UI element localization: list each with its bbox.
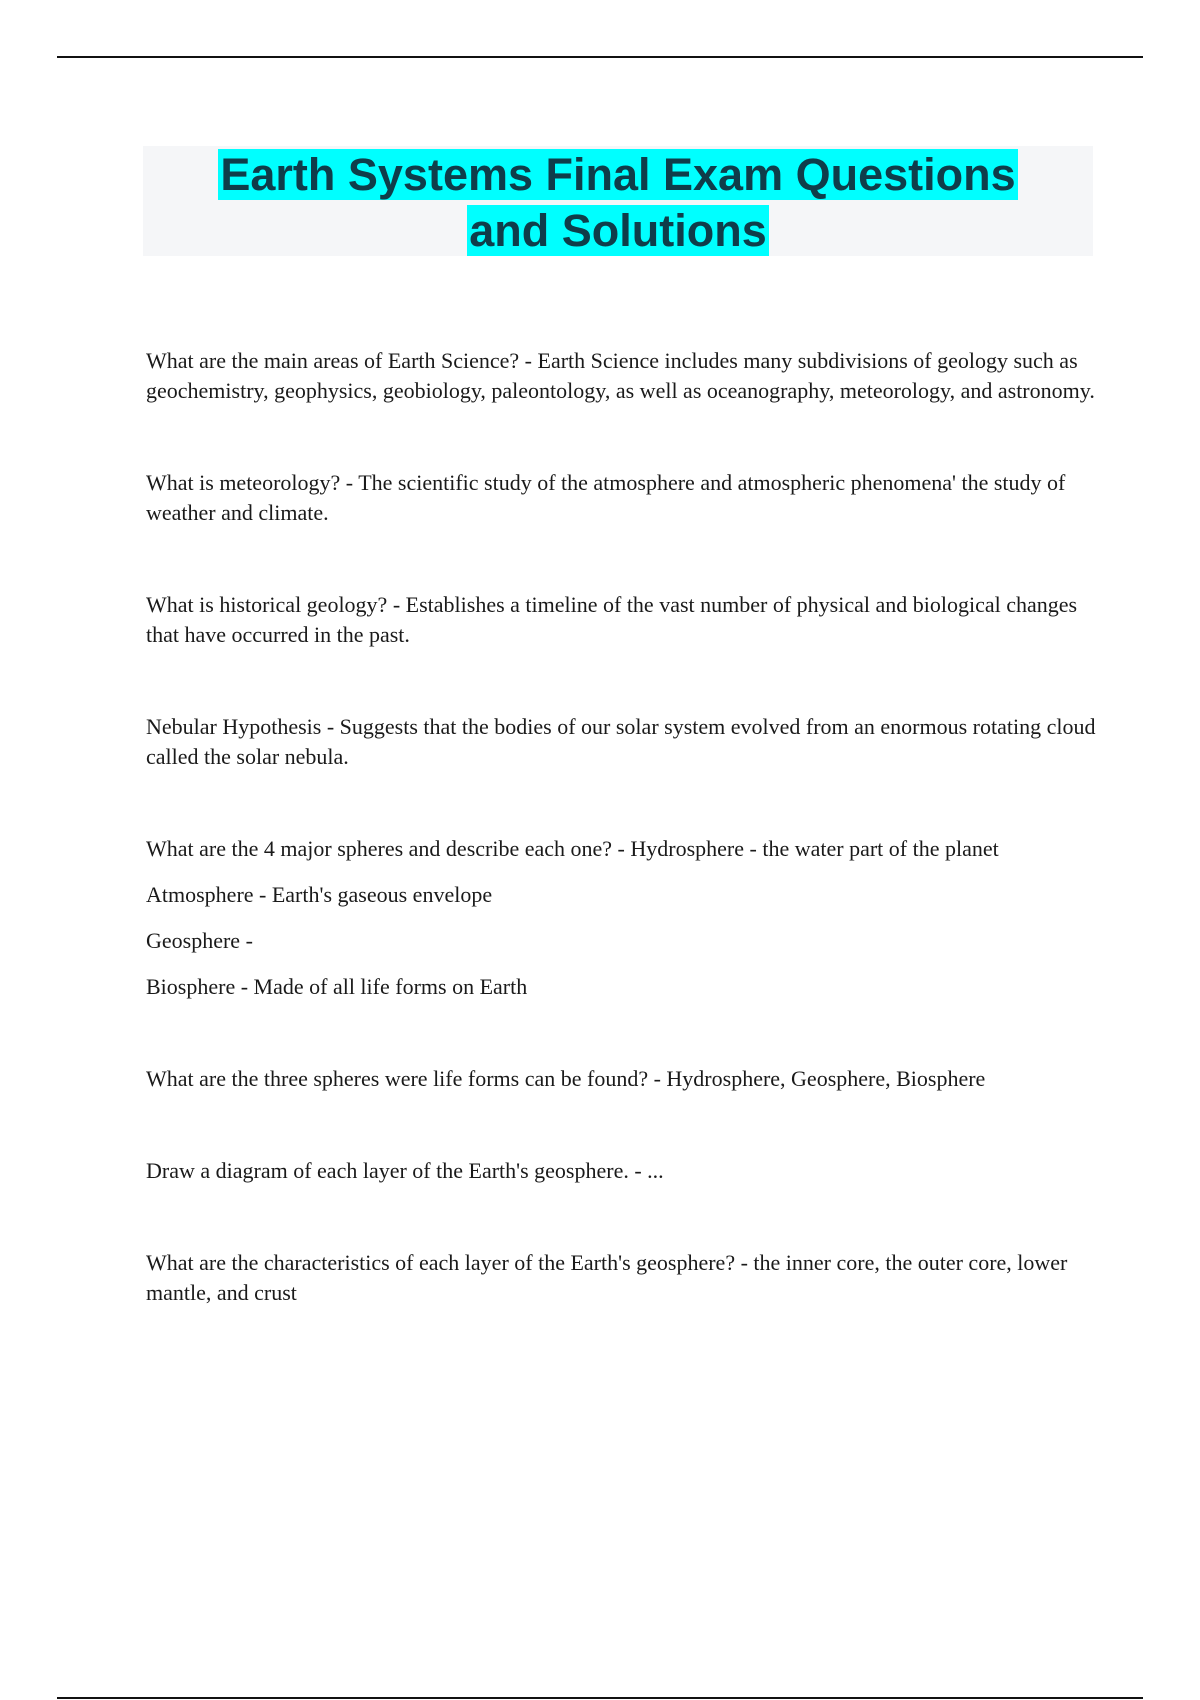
qa-entry: What are the characteristics of each layer of the Earth's geosphere? - the inner core, the outer core, lower mantle, and crust: [146, 1250, 1068, 1305]
qa-entry: What are the three spheres were life forms can be found? - Hydrosphere, Geosphere, Biosphere: [146, 1066, 986, 1091]
page-title: Earth Systems Final Exam Questions and Solutions: [220, 149, 1016, 256]
qa-entry-spheres: [146, 834, 1096, 1002]
qa-subline: Atmosphere - Earth's gaseous envelope: [146, 882, 493, 907]
title-banner: [143, 146, 1093, 256]
qa-entry: Draw a diagram of each layer of the Earth's geosphere. - ...: [146, 1158, 664, 1183]
top-rule: [57, 56, 1143, 58]
qa-entry: What are the main areas of Earth Science? - Earth Science includes many subdivisions of geology such as geochemistry, geophysics, geobiology, paleontology, as well as oceanography, meteorology, and astronomy.: [146, 348, 1095, 403]
bottom-rule: [57, 1697, 1143, 1699]
qa-subline: Biosphere - Made of all life forms on Earth: [146, 974, 528, 999]
qa-entry: What is historical geology? - Establishes a timeline of the vast number of physical and biological changes that have occurred in the past.: [146, 592, 1078, 647]
qa-entry: Nebular Hypothesis - Suggests that the bodies of our solar system evolved from an enormous rotating cloud called the solar nebula.: [146, 714, 1096, 769]
qa-entry: What is meteorology? - The scientific study of the atmosphere and atmospheric phenomena' the study of weather and climate.: [146, 470, 1066, 525]
qa-entry-line: What are the 4 major spheres and describe each one? - Hydrosphere - the water part of the planet: [146, 836, 999, 861]
qa-list: [146, 346, 1096, 1308]
qa-subline: Geosphere -: [146, 928, 253, 953]
